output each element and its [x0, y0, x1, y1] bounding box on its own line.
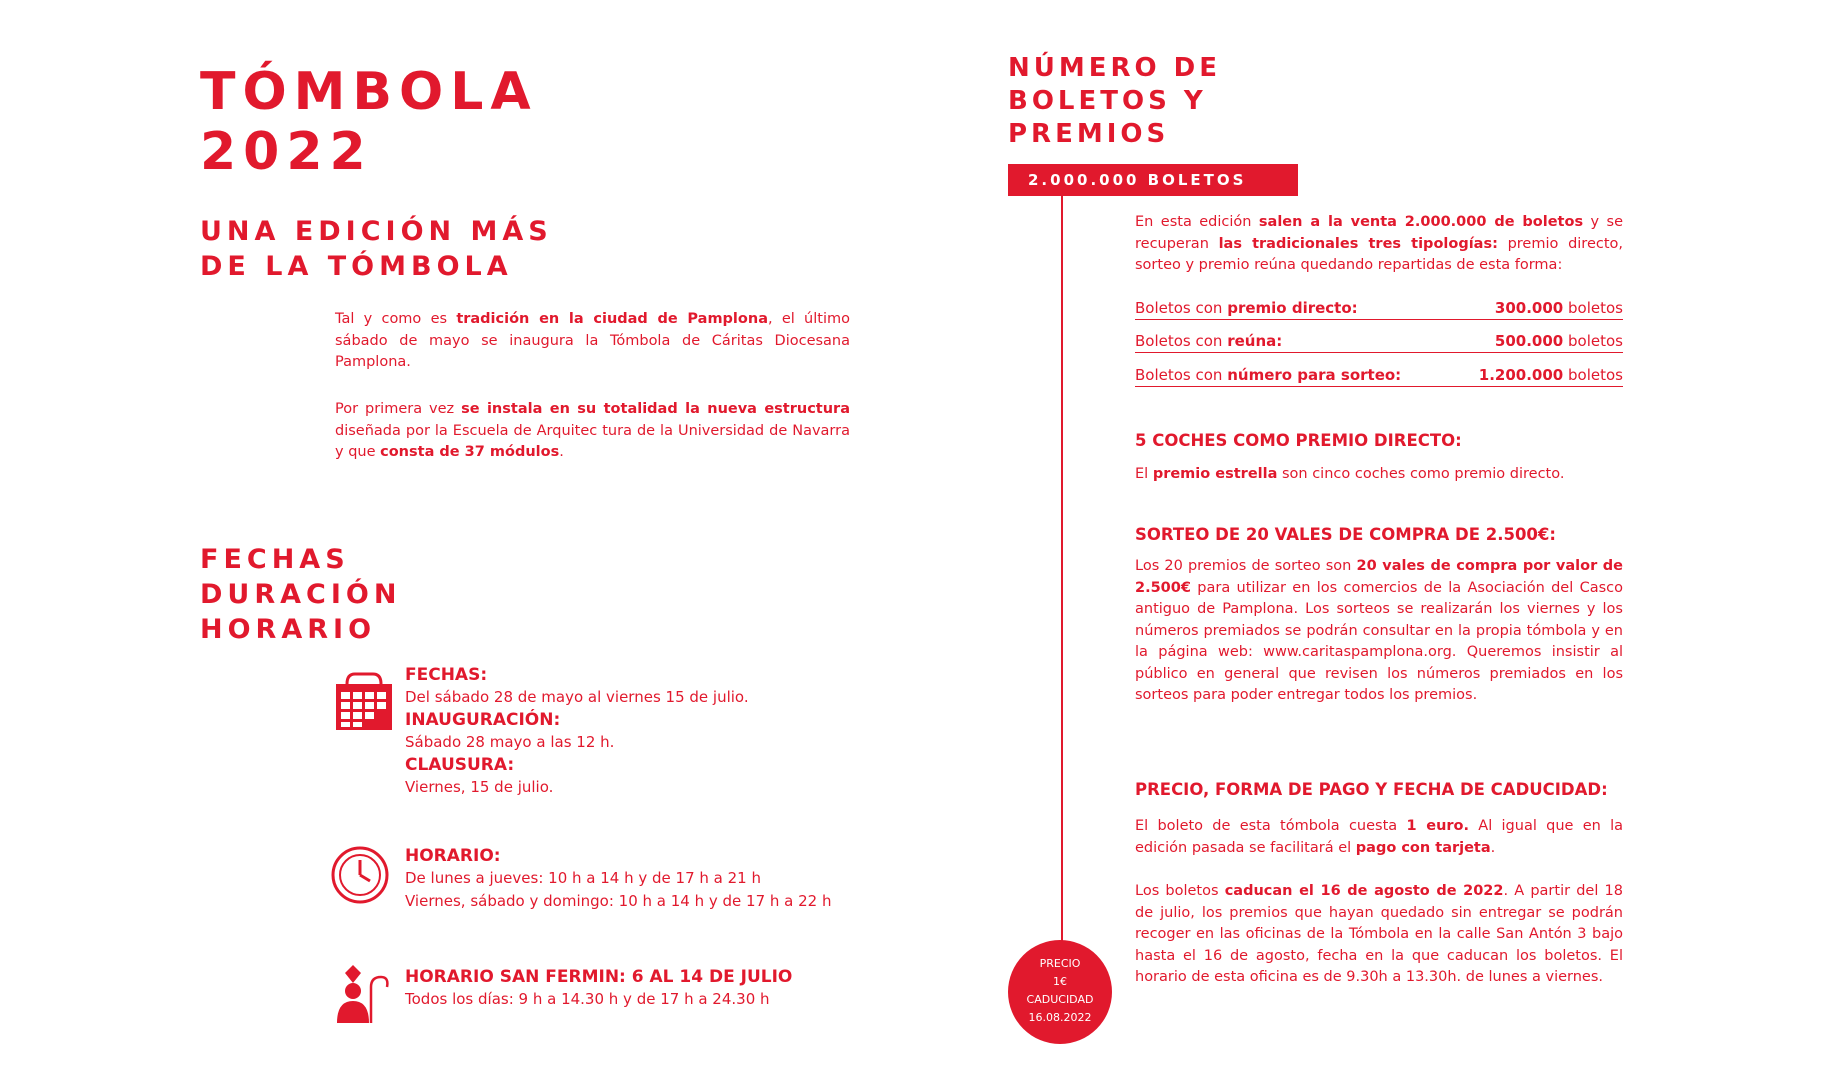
page-title — [200, 62, 538, 182]
boletos-banner: 2.000.000 BOLETOS — [1008, 164, 1298, 196]
ticket-value: 300.000 — [1494, 299, 1564, 317]
horario-label: HORARIO: — [405, 846, 501, 866]
ticket-value: 1.200.000 — [1478, 366, 1564, 384]
bold-run: tradición en la ciudad de Pamplona — [456, 311, 768, 327]
bold-run: 1 euro. — [1406, 818, 1470, 834]
boletos-intro — [1135, 212, 1623, 277]
ticket-row — [1135, 361, 1623, 387]
title-line-1: TÓMBOLA — [200, 62, 538, 122]
sanfermin-label: HORARIO SAN FERMIN: 6 AL 14 DE JULIO — [405, 967, 793, 987]
bishop-icon — [335, 963, 391, 1025]
text-run: En esta edición — [1135, 214, 1259, 230]
text-run: Por primera vez — [335, 401, 462, 417]
badge-line: CADUCIDAD — [1026, 993, 1094, 1006]
page-subtitle — [200, 214, 553, 284]
text-run: Los 20 premios de sorteo son — [1135, 558, 1357, 574]
precio-paragraph-1 — [1135, 816, 1623, 859]
bold-run: las tradicionales tres tipologías: — [1218, 235, 1498, 252]
text-run: Boletos con — [1135, 332, 1228, 350]
heading-line: DURACIÓN — [200, 579, 402, 610]
heading-line: NÚMERO DE — [1008, 53, 1222, 83]
text-run: boletos — [1563, 332, 1623, 350]
ticket-row — [1135, 327, 1623, 353]
text-run: El boleto de esta tómbola cuesta — [1135, 818, 1407, 834]
text-run: diseñada por la Escuela de Arquitec tura de la Universidad de Navarra y que — [335, 422, 850, 460]
horario-block — [405, 845, 885, 913]
text-run: y se recuperan — [1135, 214, 1623, 252]
badge-line: 16.08.2022 — [1028, 1011, 1092, 1024]
heading-line: HORARIO — [200, 614, 377, 645]
title-line-2: 2022 — [200, 122, 373, 182]
coches-text — [1135, 464, 1623, 486]
bold-run: caducan el 16 de agosto de 2022 — [1224, 883, 1504, 899]
subtitle-line-2: DE LA TÓMBOLA — [200, 251, 513, 282]
inauguracion-text: Sábado 28 mayo a las 12 h. — [405, 733, 615, 751]
coches-heading: 5 COCHES COMO PREMIO DIRECTO: — [1135, 431, 1462, 450]
sanfermin-block — [405, 966, 925, 1011]
text-run: premio directo, sorteo y premio reúna quedando repartidas de esta forma: — [1135, 235, 1623, 273]
timeline-line — [1061, 196, 1063, 956]
price-badge — [1008, 940, 1112, 1044]
sorteo-heading: SORTEO DE 20 VALES DE COMPRA DE 2.500€: — [1135, 525, 1556, 544]
text-run: . A partir del 18 de julio, los premios que hayan quedado sin entregar se podrán recoger en las oficinas de la Tómbola en la calle San Antón 3 bajo hasta el 16 de agosto, fecha en la que caducan los boletos. El horario de esta oficina es de 9.30h a 13.30h. de lunes a viernes. — [1135, 883, 1623, 985]
horario-line-2: Viernes, sábado y domingo: 10 h a 14 h y de 17 h a 22 h — [405, 892, 832, 910]
text-run: , el último sábado de mayo se inaugura la Tómbola de Cáritas Diocesana Pamplona. — [335, 311, 850, 370]
precio-heading: PRECIO, FORMA DE PAGO Y FECHA DE CADUCIDAD: — [1135, 780, 1608, 799]
intro-paragraph-2 — [335, 399, 850, 464]
clock-icon — [330, 845, 390, 905]
clausura-text: Viernes, 15 de julio. — [405, 778, 554, 796]
fechas-block — [405, 664, 885, 799]
sanfermin-text: Todos los días: 9 h a 14.30 h y de 17 h a 24.30 h — [405, 990, 770, 1008]
calendar-bag-icon — [333, 670, 395, 732]
heading-line: PREMIOS — [1008, 119, 1170, 149]
heading-line: FECHAS — [200, 544, 350, 575]
clausura-label: CLAUSURA: — [405, 755, 515, 775]
text-run: . — [559, 444, 564, 460]
bold-run: 20 vales de compra por valor de 2.500€ — [1135, 558, 1624, 596]
text-run: El — [1135, 466, 1153, 482]
bold-run: número para sorteo: — [1227, 366, 1402, 384]
section-heading-fechas — [200, 542, 401, 647]
subtitle-line-1: UNA EDICIÓN MÁS — [200, 216, 553, 247]
ticket-value: 500.000 — [1494, 332, 1564, 350]
text-run: para utilizar en los comercios de la Asociación del Casco antiguo de Pamplona. Los sorteos se realizarán los viernes y los números premiados se podrán consultar en la propia tómbola y en la página web: www.caritaspamplona.org. Queremos insistir al público en general que revisen los números premiados en los sorteos para poder entregar todos los premios. — [1135, 579, 1623, 703]
ticket-row — [1135, 294, 1623, 320]
text-run: son cinco coches como premio directo. — [1277, 466, 1565, 482]
badge-line: PRECIO — [1039, 957, 1081, 970]
fechas-label: FECHAS: — [405, 665, 488, 685]
precio-paragraph-2 — [1135, 881, 1623, 989]
bold-run: premio estrella — [1152, 466, 1278, 482]
text-run: Tal y como es — [335, 311, 457, 327]
text-run: boletos — [1563, 366, 1623, 384]
bold-run: premio directo: — [1227, 299, 1358, 317]
sorteo-text — [1135, 556, 1623, 707]
bold-run: consta de 37 módulos — [380, 444, 560, 460]
horario-line-1: De lunes a jueves: 10 h a 14 h y de 17 h a 21 h — [405, 869, 761, 887]
bold-run: reúna: — [1227, 332, 1283, 350]
text-run: Los boletos — [1135, 883, 1225, 899]
text-run: . — [1490, 839, 1496, 856]
right-heading — [1008, 52, 1221, 151]
text-run: Boletos con — [1135, 299, 1228, 317]
inauguracion-label: INAUGURACIÓN: — [405, 710, 561, 730]
heading-line: BOLETOS Y — [1008, 86, 1207, 116]
bold-run: salen a la venta 2.000.000 de boletos — [1258, 214, 1584, 230]
text-run: Boletos con — [1135, 366, 1228, 384]
intro-paragraph-1 — [335, 309, 850, 374]
text-run: Al igual que en la edición pasada se facilitará el — [1135, 818, 1624, 856]
badge-line: 1€ — [1053, 975, 1067, 988]
bold-run: se instala en su totalidad la nueva estructura — [461, 401, 850, 417]
fechas-text: Del sábado 28 de mayo al viernes 15 de julio. — [405, 688, 749, 706]
bold-run: pago con tarjeta — [1355, 839, 1491, 856]
text-run: boletos — [1563, 299, 1623, 317]
